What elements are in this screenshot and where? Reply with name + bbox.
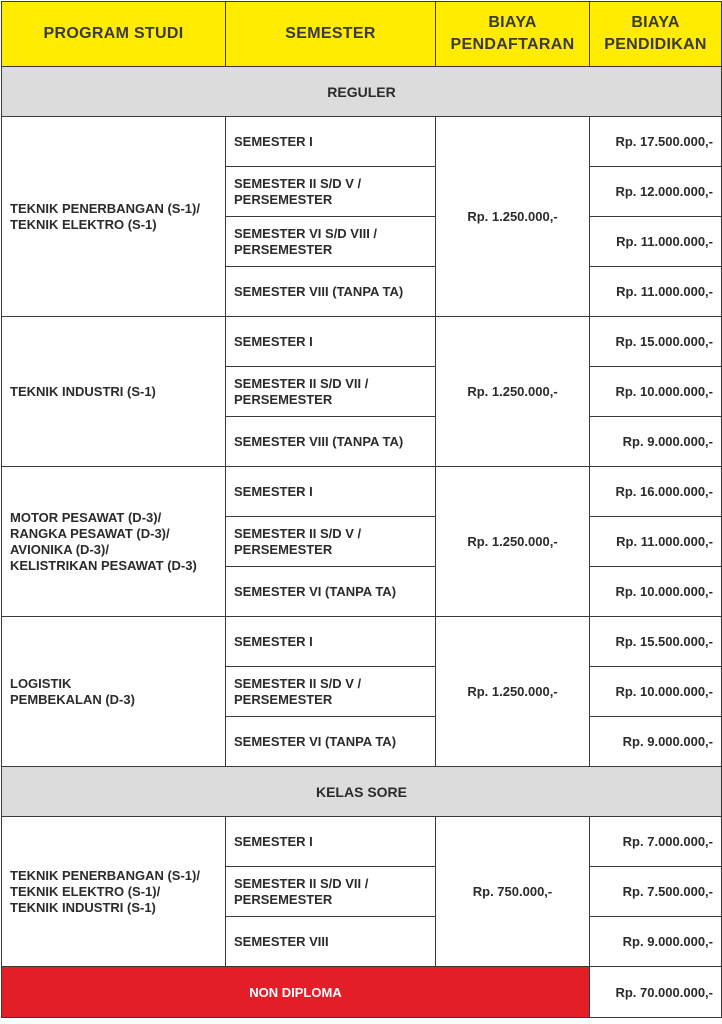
table-row xyxy=(2,317,722,367)
semester-line: SEMESTER I xyxy=(234,633,313,649)
program-cell xyxy=(2,617,226,767)
header-registration-line1: BIAYA xyxy=(488,14,537,31)
program-cell xyxy=(2,467,226,617)
section-reguler: REGULER xyxy=(2,67,722,117)
program-line: TEKNIK ELEKTRO (S-1) xyxy=(10,216,157,232)
non-diploma-fee: Rp. 70.000.000,- xyxy=(590,967,722,1018)
header-education-line1: BIAYA xyxy=(631,14,680,31)
table-row xyxy=(2,467,722,517)
education-fee: Rp. 9.000.000,- xyxy=(590,417,722,467)
section-sore-row xyxy=(2,767,722,817)
program-cell xyxy=(2,317,226,467)
education-fee: Rp. 9.000.000,- xyxy=(590,917,722,967)
registration-fee: Rp. 1.250.000,- xyxy=(436,317,590,467)
program-line: TEKNIK ELEKTRO (S-1)/ xyxy=(10,883,161,899)
semester-cell xyxy=(226,417,436,467)
program-cell xyxy=(2,817,226,967)
semester-cell xyxy=(226,367,436,417)
semester-line: SEMESTER VIII (TANPA TA) xyxy=(234,283,404,299)
header-registration-line2: PENDAFTARAN xyxy=(450,36,575,53)
semester-line: PERSEMESTER xyxy=(234,241,333,257)
education-fee: Rp. 17.500.000,- xyxy=(590,117,722,167)
education-fee: Rp. 10.000.000,- xyxy=(590,667,722,717)
semester-line: SEMESTER VIII xyxy=(234,933,329,949)
program-line: TEKNIK PENERBANGAN (S-1)/ xyxy=(10,867,200,883)
registration-fee: Rp. 750.000,- xyxy=(436,817,590,967)
semester-line: SEMESTER I xyxy=(234,833,313,849)
semester-line: PERSEMESTER xyxy=(234,541,333,557)
semester-cell xyxy=(226,867,436,917)
semester-cell xyxy=(226,917,436,967)
program-line: KELISTRIKAN PESAWAT (D-3) xyxy=(10,557,197,573)
semester-line: SEMESTER I xyxy=(234,133,313,149)
program-line: LOGISTIK xyxy=(10,675,72,691)
semester-cell xyxy=(226,467,436,517)
header-education xyxy=(590,2,722,67)
semester-line: SEMESTER II S/D VII / xyxy=(234,875,369,891)
semester-line: PERSEMESTER xyxy=(234,891,333,907)
registration-fee: Rp. 1.250.000,- xyxy=(436,617,590,767)
semester-line: SEMESTER I xyxy=(234,483,313,499)
semester-cell xyxy=(226,217,436,267)
registration-fee: Rp. 1.250.000,- xyxy=(436,467,590,617)
program-line: PEMBEKALAN (D-3) xyxy=(10,691,135,707)
section-sore: KELAS SORE xyxy=(2,767,722,817)
education-fee: Rp. 11.000.000,- xyxy=(590,217,722,267)
education-fee: Rp. 7.500.000,- xyxy=(590,867,722,917)
semester-cell xyxy=(226,717,436,767)
table-row xyxy=(2,117,722,167)
semester-cell xyxy=(226,117,436,167)
registration-fee: Rp. 1.250.000,- xyxy=(436,117,590,317)
table-row xyxy=(2,617,722,667)
semester-line: PERSEMESTER xyxy=(234,391,333,407)
education-fee: Rp. 9.000.000,- xyxy=(590,717,722,767)
sore-body xyxy=(2,817,722,967)
header-semester-label: SEMESTER xyxy=(285,25,376,42)
semester-cell xyxy=(226,317,436,367)
table-row xyxy=(2,817,722,867)
header-registration xyxy=(436,2,590,67)
semester-line: PERSEMESTER xyxy=(234,691,333,707)
semester-line: SEMESTER I xyxy=(234,333,313,349)
semester-line: SEMESTER II S/D V / xyxy=(234,525,362,541)
program-line: MOTOR PESAWAT (D-3)/ xyxy=(10,509,162,525)
semester-cell xyxy=(226,267,436,317)
semester-line: PERSEMESTER xyxy=(234,191,333,207)
education-fee: Rp. 16.000.000,- xyxy=(590,467,722,517)
semester-cell xyxy=(226,667,436,717)
header-semester xyxy=(226,2,436,67)
semester-line: SEMESTER VIII (TANPA TA) xyxy=(234,433,404,449)
section-reguler-row xyxy=(2,67,722,117)
non-diploma-label: NON DIPLOMA xyxy=(2,967,590,1018)
semester-cell xyxy=(226,167,436,217)
education-fee: Rp. 7.000.000,- xyxy=(590,817,722,867)
semester-line: SEMESTER II S/D V / xyxy=(234,675,362,691)
semester-cell xyxy=(226,817,436,867)
semester-cell xyxy=(226,567,436,617)
education-fee: Rp. 15.500.000,- xyxy=(590,617,722,667)
semester-line: SEMESTER II S/D VII / xyxy=(234,375,369,391)
program-line: AVIONIKA (D-3)/ xyxy=(10,541,109,557)
program-line: TEKNIK INDUSTRI (S-1) xyxy=(10,383,156,399)
education-fee: Rp. 12.000.000,- xyxy=(590,167,722,217)
semester-line: SEMESTER II S/D V / xyxy=(234,175,362,191)
education-fee: Rp. 11.000.000,- xyxy=(590,267,722,317)
program-line: TEKNIK PENERBANGAN (S-1)/ xyxy=(10,200,200,216)
semester-line: SEMESTER VI (TANPA TA) xyxy=(234,733,397,749)
semester-line: SEMESTER VI (TANPA TA) xyxy=(234,583,397,599)
education-fee: Rp. 11.000.000,- xyxy=(590,517,722,567)
fee-table xyxy=(1,1,722,1018)
semester-cell xyxy=(226,617,436,667)
program-line: TEKNIK INDUSTRI (S-1) xyxy=(10,899,156,915)
education-fee: Rp. 10.000.000,- xyxy=(590,567,722,617)
non-diploma-row xyxy=(2,967,722,1018)
header-education-line2: PENDIDIKAN xyxy=(604,36,707,53)
header-row xyxy=(2,2,722,67)
header-program xyxy=(2,2,226,67)
education-fee: Rp. 15.000.000,- xyxy=(590,317,722,367)
semester-cell xyxy=(226,517,436,567)
program-line: RANGKA PESAWAT (D-3)/ xyxy=(10,525,170,541)
header-program-label: PROGRAM STUDI xyxy=(43,25,184,42)
education-fee: Rp. 10.000.000,- xyxy=(590,367,722,417)
reguler-body xyxy=(2,117,722,767)
semester-line: SEMESTER VI S/D VIII / xyxy=(234,225,378,241)
program-cell xyxy=(2,117,226,317)
